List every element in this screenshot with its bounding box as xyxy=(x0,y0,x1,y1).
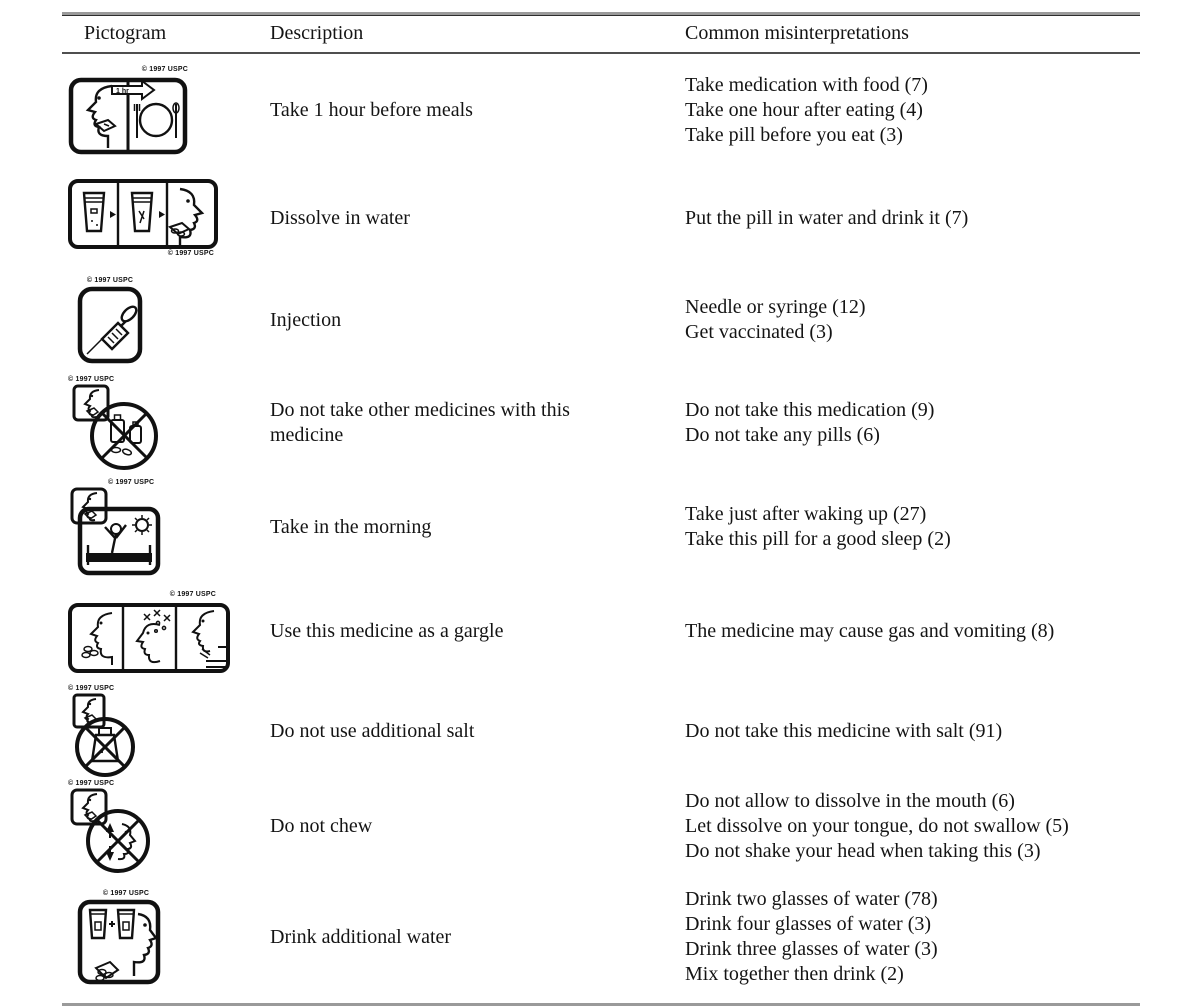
table-bottom-rule xyxy=(62,1003,1140,1006)
pictogram-figure xyxy=(68,375,162,472)
table-row xyxy=(62,371,1140,475)
pictogram-figure xyxy=(68,590,230,673)
table-row xyxy=(62,167,1140,269)
table-row xyxy=(62,779,1140,874)
misinterpretation-text: Drink four glasses of water (3) xyxy=(685,913,932,935)
pictogram-cell xyxy=(62,375,270,472)
misinterpretation-text: Do not allow to dissolve in the mouth (6) xyxy=(685,790,1015,812)
pictogram-table xyxy=(62,12,1140,1006)
misinterpretation-text: Let dissolve on your tongue, do not swallow (5) xyxy=(685,815,1069,837)
misinterpretations-cell xyxy=(685,73,1140,148)
description-text: Drink additional water xyxy=(270,925,452,948)
misinterpretation-text: Do not take this medication (9) xyxy=(685,399,935,421)
header-misinterpretations: Common misinterpretations xyxy=(685,22,909,44)
description-text: Do not take other medicines with this medicine xyxy=(270,399,570,446)
misinterpretation-text: Drink two glasses of water (78) xyxy=(685,888,938,910)
pictogram-cell xyxy=(62,889,270,986)
misinterpretation-text: Take medication with food (7) xyxy=(685,74,928,96)
misinterpretations-cell xyxy=(685,619,1140,644)
pictogram-cell xyxy=(62,65,270,156)
misinterpretations-cell xyxy=(685,789,1140,864)
dissolve-in-water-icon xyxy=(68,179,218,249)
misinterpretation-text: Take just after waking up (27) xyxy=(685,503,927,525)
misinterpretation-text: Drink three glasses of water (3) xyxy=(685,938,938,960)
pictogram-figure xyxy=(68,779,156,874)
take-before-meals-icon xyxy=(68,74,190,156)
description-text: Do not chew xyxy=(270,815,373,837)
misinterpretations-cell xyxy=(685,719,1140,744)
table-row xyxy=(62,269,1140,371)
table-row xyxy=(62,475,1140,579)
copyright-label: © 1997 USPC xyxy=(169,590,216,598)
misinterpretation-text: The medicine may cause gas and vomiting (8) xyxy=(685,619,1055,642)
description-text: Use this medicine as a gargle xyxy=(270,619,504,642)
misinterpretation-text: Do not take this medicine with salt (91) xyxy=(685,719,1003,742)
description-text: Take in the morning xyxy=(270,515,432,538)
copyright-label: © 1997 USPC xyxy=(68,684,115,692)
pictogram-cell xyxy=(62,276,270,365)
pictogram-figure xyxy=(76,889,162,986)
pictogram-figure xyxy=(68,65,190,156)
no-additional-salt-icon xyxy=(68,693,140,779)
table-row xyxy=(62,683,1140,779)
copyright-label: © 1997 USPC xyxy=(68,375,115,383)
pictogram-figure xyxy=(76,276,144,365)
misinterpretation-text: Mix together then drink (2) xyxy=(685,963,904,985)
do-not-take-other-medicines-icon xyxy=(68,384,162,472)
drink-additional-water-icon xyxy=(76,898,162,986)
copyright-label: © 1997 USPC xyxy=(108,478,155,486)
pictogram-figure xyxy=(68,684,140,779)
description-text: Do not use additional salt xyxy=(270,719,475,742)
misinterpretations-cell xyxy=(685,206,1140,231)
misinterpretation-text: Do not shake your head when taking this (3) xyxy=(685,840,1041,862)
copyright-label: © 1997 USPC xyxy=(68,780,115,787)
misinterpretation-text: Take pill before you eat (3) xyxy=(685,124,903,146)
pictogram-figure xyxy=(68,478,162,577)
take-in-morning-icon xyxy=(68,487,162,577)
copyright-label: © 1997 USPC xyxy=(167,249,214,257)
description-text: Take 1 hour before meals xyxy=(270,99,473,121)
pictogram-cell xyxy=(62,684,270,779)
do-not-chew-icon xyxy=(68,788,156,874)
header-description: Description xyxy=(270,22,364,44)
gargle-icon xyxy=(68,599,230,673)
misinterpretation-text: Take this pill for a good sleep (2) xyxy=(685,528,951,550)
description-text: Dissolve in water xyxy=(270,206,410,229)
copyright-label: © 1997 USPC xyxy=(102,889,150,897)
svg-text:1 hr: 1 hr xyxy=(116,88,129,95)
misinterpretations-cell xyxy=(685,398,1140,448)
table-row xyxy=(62,874,1140,1000)
pictogram-cell xyxy=(62,179,270,258)
header-pictogram: Pictogram xyxy=(84,22,167,44)
misinterpretation-text: Do not take any pills (6) xyxy=(685,424,880,446)
pictogram-cell xyxy=(62,478,270,577)
copyright-label: © 1997 USPC xyxy=(86,276,134,284)
injection-icon xyxy=(76,285,144,365)
misinterpretation-text: Take one hour after eating (4) xyxy=(685,99,923,121)
pictogram-cell xyxy=(62,590,270,673)
misinterpretation-text: Put the pill in water and drink it (7) xyxy=(685,206,969,229)
pictogram-cell xyxy=(62,779,270,874)
table-header-row xyxy=(62,16,1140,54)
table-row xyxy=(62,54,1140,167)
table-row xyxy=(62,579,1140,683)
misinterpretations-cell xyxy=(685,295,1140,345)
misinterpretations-cell xyxy=(685,502,1140,552)
misinterpretation-text: Get vaccinated (3) xyxy=(685,321,833,343)
copyright-label: © 1997 USPC xyxy=(141,66,188,73)
misinterpretation-text: Needle or syringe (12) xyxy=(685,296,866,318)
misinterpretations-cell xyxy=(685,887,1140,987)
description-text: Injection xyxy=(270,308,342,331)
pictogram-figure xyxy=(68,179,218,258)
